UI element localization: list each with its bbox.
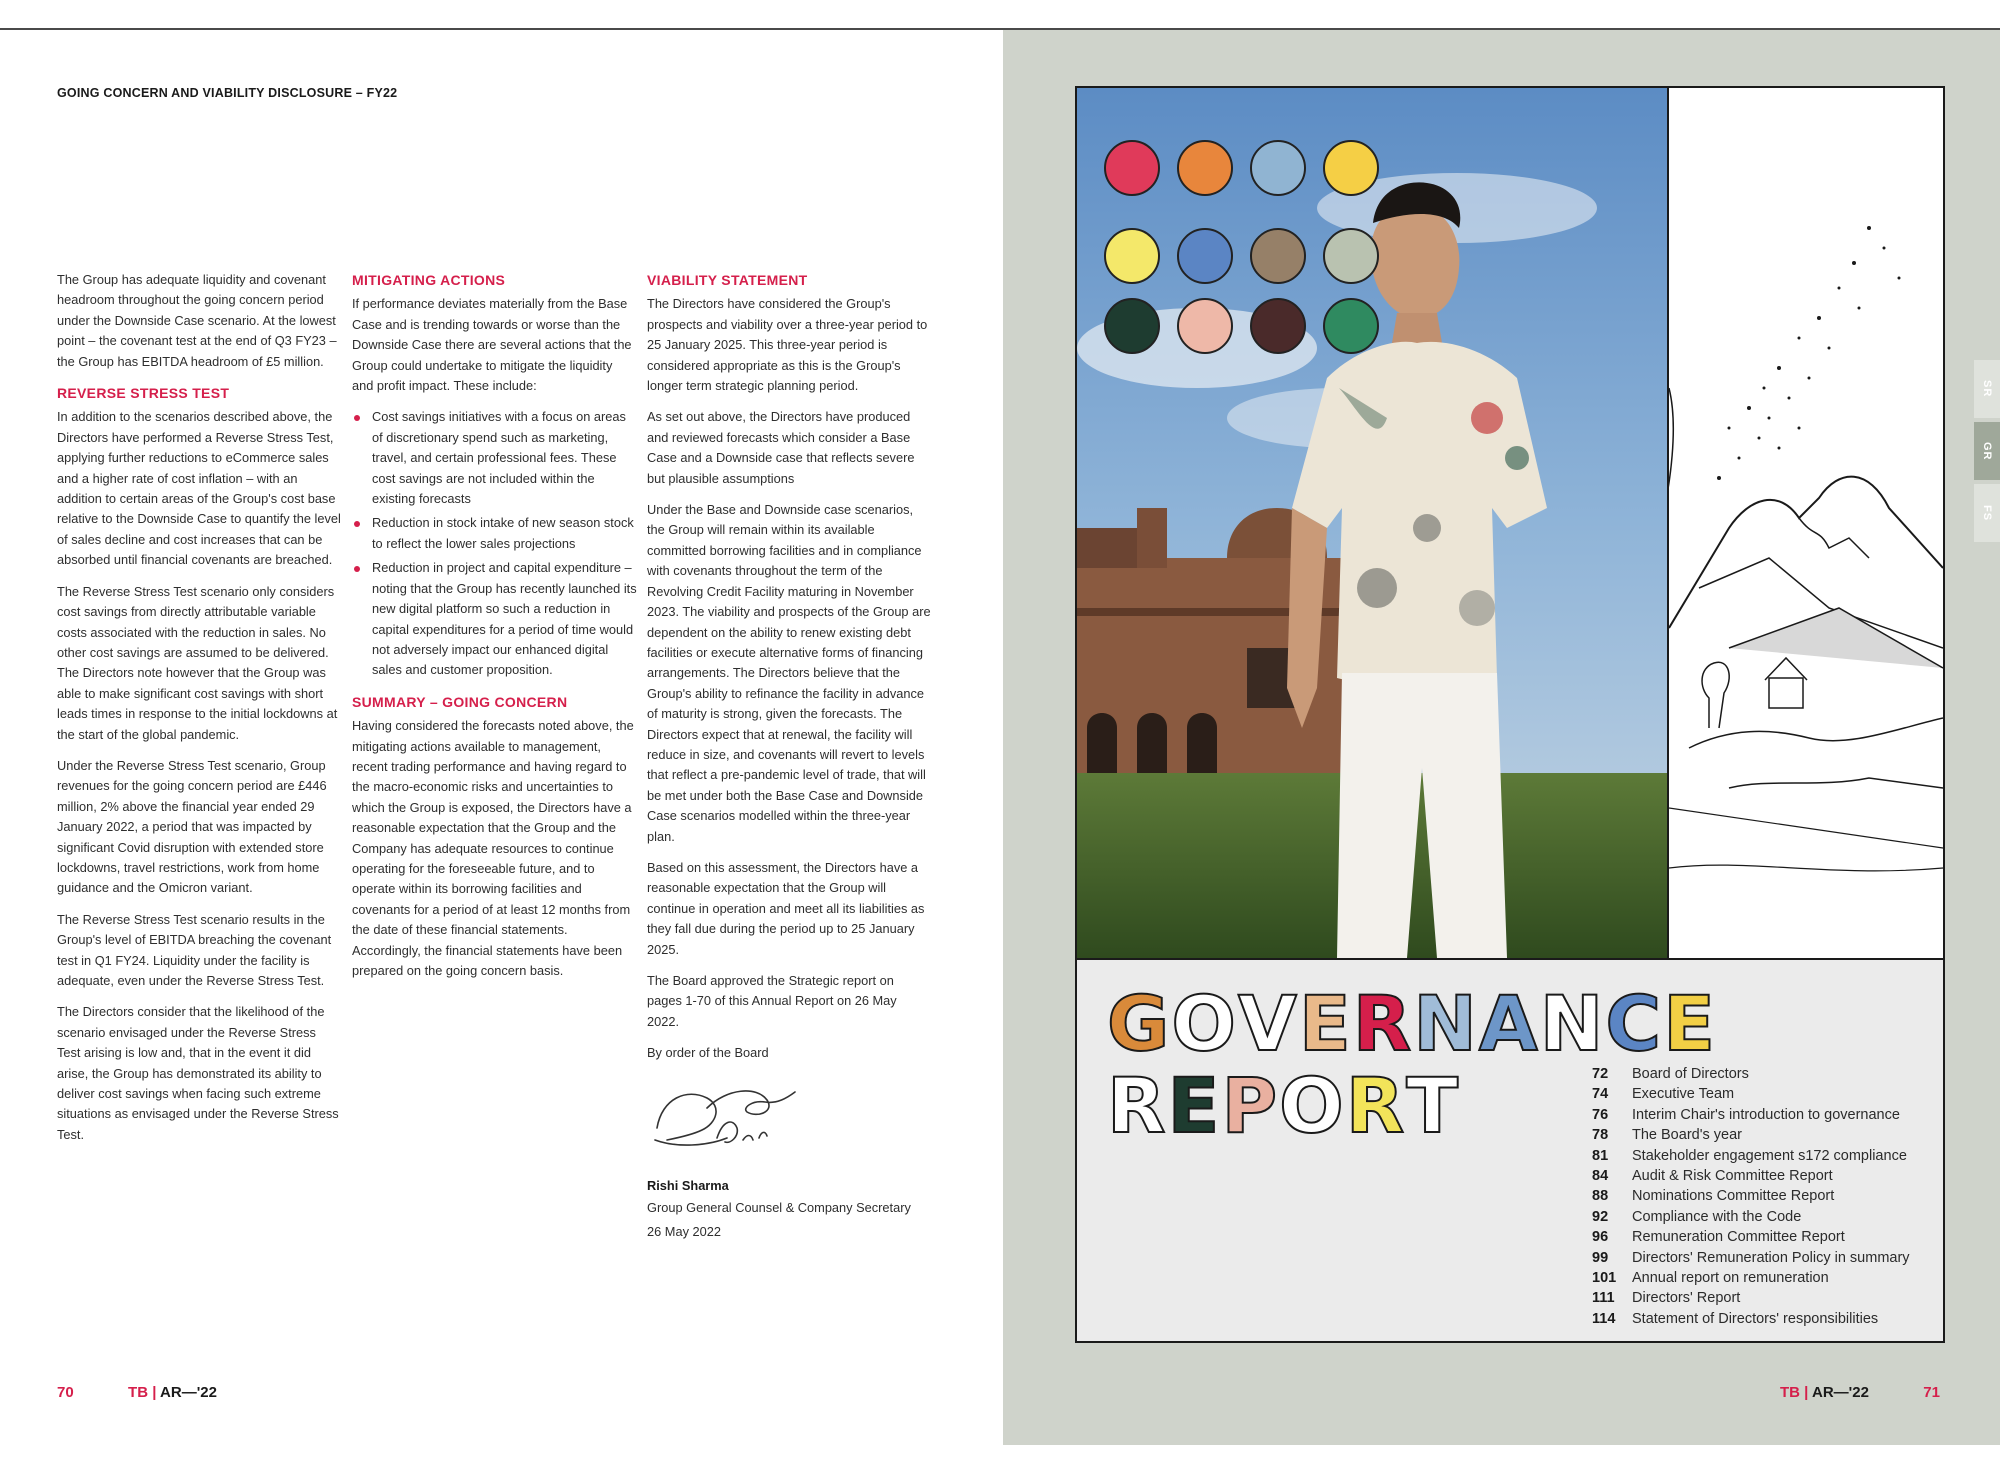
color-swatch <box>1177 140 1233 196</box>
title-letter: G <box>1107 979 1172 1068</box>
footer-right <box>1780 1384 1940 1401</box>
paragraph: Based on this assessment, the Directors have a reasonable expectation that the Group will continue in operation and meet all its liabilities as they fall due during the period up to 25 January 2025. <box>647 859 925 957</box>
toc-row[interactable]: 88 Nominations Committee Report <box>1592 1188 1835 1205</box>
title-letter: E <box>1663 979 1718 1068</box>
title-letter: N <box>1539 979 1606 1068</box>
footer-left <box>57 1384 217 1401</box>
toc-row[interactable]: 81 Stakeholder engagement s172 compliance <box>1592 1147 1907 1164</box>
model-photo <box>1077 88 1667 958</box>
toc-row[interactable]: 96 Remuneration Committee Report <box>1592 1229 1845 1246</box>
footer-separator: | <box>1804 1384 1809 1401</box>
toc-row[interactable]: 114 Statement of Directors' responsibilities <box>1592 1310 1879 1327</box>
paragraph: By order of the Board <box>647 1045 769 1061</box>
footer-report: AR—'22 <box>160 1384 217 1401</box>
title-letter: V <box>1238 979 1299 1068</box>
toc-row[interactable]: 72 Board of Directors <box>1592 1066 1749 1082</box>
toc-row[interactable]: 76 Interim Chair's introduction to governance <box>1592 1106 1900 1123</box>
signatory-date: 26 May 2022 <box>647 1224 721 1240</box>
title-letter: N <box>1413 979 1479 1068</box>
divider <box>1077 958 1945 960</box>
color-swatch <box>1323 298 1379 354</box>
toc-row[interactable]: 101 Annual report on remuneration <box>1592 1270 1829 1287</box>
paragraph: Having considered the forecasts noted above, the mitigating actions available to management, recent trading performance and having regard to the macro-economic risks and uncertainties to which the Group is exposed, the Directors have a reasonable expectation that the Group and the Company has adequate resources to continue operating for the foreseeable future, and to operate within its borrowing facilities and covenants for a period of at least 12 months from the date of these financial statements. Accordingly, the financial statements have been prepared on the going concern basis. <box>352 718 634 978</box>
section-heading-viability-statement: VIABILITY STATEMENT <box>647 272 808 288</box>
section-tab-sr[interactable]: SR <box>1974 360 2000 418</box>
bullet-icon <box>354 566 360 572</box>
paragraph: The Reverse Stress Test scenario results in the Group's level of EBITDA breaching the covenant test in Q1 FY24. Liquidity under the facility is adequate, even under the Reverse Stress Test. <box>57 911 332 988</box>
paragraph: The Directors have considered the Group's prospects and viability over a three-year period to 25 January 2025. This three-year period is considered appropriate as this is the Group's longer term strategic planning period. <box>647 296 928 394</box>
color-swatch <box>1104 298 1160 354</box>
paragraph: The Group has adequate liquidity and covenant headroom throughout the going concern period under the Downside Case scenario. At the lowest point – the covenant test at the end of Q3 FY23 – the Group has EBITDA headroom of £5 million. <box>57 272 337 369</box>
color-swatch <box>1104 228 1160 284</box>
paragraph: The Board approved the Strategic report on pages 1-70 of this Annual Report on 26 May 2022. <box>647 973 897 1029</box>
color-swatch <box>1104 140 1160 196</box>
title-line-governance <box>1107 979 1718 1068</box>
paragraph: The Reverse Stress Test scenario only considers cost savings from directly attributable variable costs associated with the reduction in sales. No other cost savings are assumed to be delivered. The Directors note however that the Group was able to make significant cost savings with short leads times in response to the initial lockdowns at the start of the global pandemic. <box>57 583 338 742</box>
signatory-name: Rishi Sharma <box>647 1177 729 1193</box>
list-item: Reduction in stock intake of new season stock to reflect the lower sales projections <box>352 513 637 554</box>
paragraph: In addition to the scenarios described above, the Directors have performed a Reverse Stress Test, applying further reductions to eCommerce sales and a higher rate of cost inflation – with an addition to certain areas of the Group's cost base relative to the Downside Case to quantify the level of sales decline and cost increases that can be absorbed until financial covenants are breached. <box>57 409 341 568</box>
title-letter: E <box>1298 979 1353 1068</box>
toc-row[interactable]: 111 Directors' Report <box>1592 1290 1741 1307</box>
paragraph: As set out above, the Directors have produced and reviewed forecasts which consider a Base Case and a Downside case that reflects severe but plausible assumptions <box>647 409 915 486</box>
section-heading-mitigating-actions: MITIGATING ACTIONS <box>352 272 506 288</box>
column-3 <box>647 270 932 1243</box>
color-swatch <box>1250 140 1306 196</box>
section-tab-fs[interactable]: FS <box>1974 484 2000 542</box>
title-letter: R <box>1352 979 1414 1068</box>
toc-row[interactable]: 84 Audit & Risk Committee Report <box>1592 1168 1833 1185</box>
paragraph: If performance deviates materially from the Base Case and is trending towards or worse than the Downside Case there are several actions that the Group could undertake to mitigate the liquidity and profit impact. These include: <box>352 296 632 394</box>
page-header: GOING CONCERN AND VIABILITY DISCLOSURE – FY22 <box>57 86 398 100</box>
bullet-list <box>352 407 637 680</box>
table-of-contents <box>1592 1064 1937 1329</box>
color-swatch <box>1323 140 1379 196</box>
title-letter: O <box>1279 1061 1346 1150</box>
page-number: 71 <box>1923 1384 1940 1401</box>
list-item: Cost savings initiatives with a focus on areas of discretionary spend such as marketing, travel, and certain professional fees. These cost savings are not included within the existing forecasts <box>352 407 637 509</box>
title-letter: E <box>1167 1061 1222 1150</box>
signature-image <box>647 1078 807 1158</box>
page-number: 70 <box>57 1384 74 1401</box>
section-heading-reverse-stress-test: REVERSE STRESS TEST <box>57 385 230 402</box>
title-letter: P <box>1221 1061 1280 1150</box>
section-heading-summary-going-concern: SUMMARY – GOING CONCERN <box>352 693 568 710</box>
color-swatch <box>1250 298 1306 354</box>
color-swatch <box>1323 228 1379 284</box>
footer-brand: TB <box>128 1384 149 1401</box>
title-letter: C <box>1605 979 1664 1068</box>
color-swatch <box>1177 298 1233 354</box>
title-letter: R <box>1345 1061 1407 1150</box>
title-letter: O <box>1171 979 1238 1068</box>
list-item: Reduction in project and capital expenditure – noting that the Group has recently launched its new digital platform so such a reduction in capital expenditures for a period of time would not adversely impact our enhanced digital sales and customer proposition. <box>352 558 637 680</box>
governance-cover-panel <box>1075 86 1945 1343</box>
paragraph: Under the Base and Downside case scenarios, the Group will remain within its available committed borrowing facilities and in compliance with covenants throughout the term of the Revolving Credit Facility maturing in November 2023. The viability and prospects of the Group are dependent on the ability to renew existing debt facilities or execute alternative forms of financing arrangements. The Directors believe that the Group's ability to refinance the facility in advance of maturity is strong, given the forecasts. The Directors expect that at renewal, the facility will reduce in size, and covenants will revert to levels that reflect a pre-pandemic level of trade, that will be met under both the Base Case and Downside Case scenarios modelled within the three-year plan. <box>647 502 931 844</box>
bullet-icon <box>354 521 360 527</box>
landscape-illustration <box>1669 88 1943 958</box>
toc-row[interactable]: 92 Compliance with the Code <box>1592 1208 1802 1225</box>
signatory-title: Group General Counsel & Company Secretary <box>647 1200 911 1216</box>
title-line-report <box>1107 1061 1461 1150</box>
footer-brand: TB <box>1780 1384 1800 1401</box>
section-tab-gr[interactable]: GR <box>1974 422 2000 480</box>
toc-row[interactable]: 99 Directors' Remuneration Policy in summary <box>1592 1249 1910 1266</box>
footer-separator: | <box>152 1384 157 1401</box>
color-swatch <box>1177 228 1233 284</box>
paragraph: Under the Reverse Stress Test scenario, Group revenues for the going concern period are £446 million, 2% above the financial year ended 29 January 2022, a period that was impacted by significant Covid disruption with extended store lockdowns, travel restrictions, work from home guidance and the Omicron variant. <box>57 757 327 896</box>
footer-report: AR—'22 <box>1812 1384 1869 1401</box>
column-1 <box>57 270 342 1156</box>
photo-illustration <box>1077 88 1667 958</box>
title-letter: R <box>1107 1061 1168 1150</box>
line-illustration <box>1667 88 1943 958</box>
title-letter: T <box>1406 1061 1461 1150</box>
toc-row[interactable]: 78 The Board's year <box>1592 1127 1742 1144</box>
title-letter: A <box>1478 979 1540 1068</box>
paragraph: The Directors consider that the likelihood of the scenario envisaged under the Reverse Stress Test arising is low and, that in the event it did arise, the Group has demonstrated its ability to deliver cost savings when facing such extreme situations as envisaged under the Reverse Stress Test. <box>57 1004 339 1142</box>
toc-row[interactable]: 74 Executive Team <box>1592 1086 1735 1103</box>
bullet-icon <box>354 415 360 421</box>
column-2 <box>352 270 637 992</box>
color-swatch <box>1250 228 1306 284</box>
